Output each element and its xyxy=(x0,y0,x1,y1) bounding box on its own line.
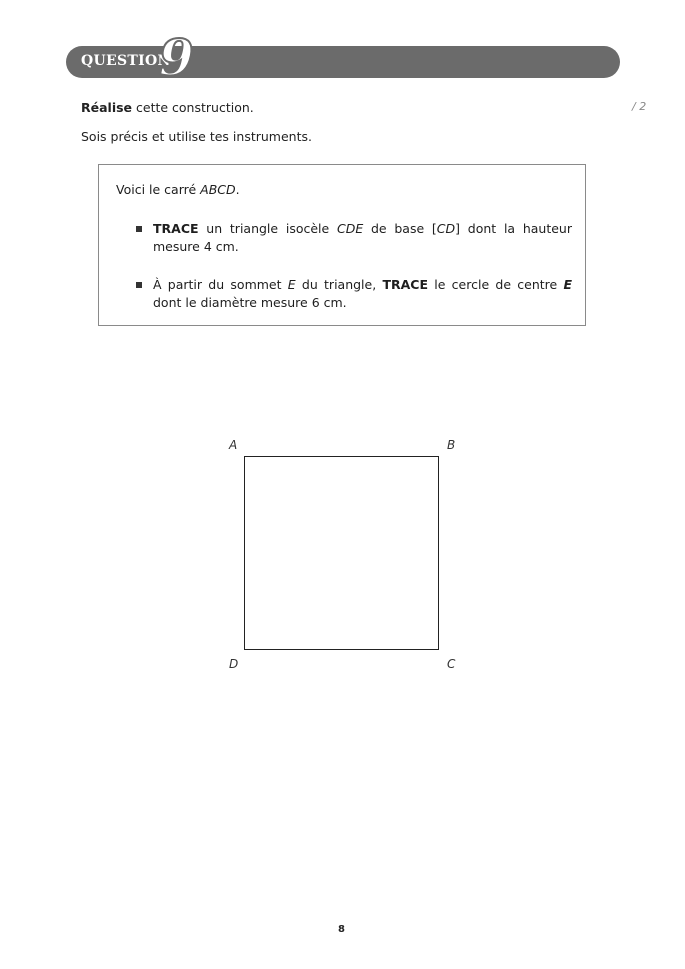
vertex-label-d: D xyxy=(229,657,239,671)
item2-part-3: le cercle de centre xyxy=(428,277,564,292)
task-intro-text: Voici le carré xyxy=(116,182,201,197)
task-item-2-text xyxy=(153,276,572,312)
score-indicator: / 2 xyxy=(632,100,647,113)
item1-part-3: ] dont la hauteur mesure 4 cm. xyxy=(153,221,572,254)
question-label: QUESTION xyxy=(81,53,171,69)
square-abcd xyxy=(244,456,439,650)
vertex-label-b: B xyxy=(447,438,456,452)
base-name: CD xyxy=(436,221,456,236)
trace-verb: TRACE xyxy=(382,277,428,292)
vertex-label-a: A xyxy=(229,438,238,452)
instruction-rest: cette construction. xyxy=(132,100,254,115)
item1-part-1: un triangle isocèle xyxy=(198,221,337,236)
item2-part-1: À partir du sommet xyxy=(153,277,288,292)
instruction-line-1 xyxy=(81,100,254,115)
task-box xyxy=(98,164,586,326)
task-item-2 xyxy=(136,276,572,312)
task-intro xyxy=(116,182,240,197)
item2-part-2: du triangle, xyxy=(295,277,383,292)
trace-verb: TRACE xyxy=(153,221,199,236)
task-intro-end: . xyxy=(235,182,240,197)
bullet-square-icon xyxy=(136,282,142,288)
item1-part-2: de base [ xyxy=(363,221,437,236)
vertex-label-c: C xyxy=(447,657,456,671)
vertex-name: E xyxy=(287,277,296,292)
bullet-square-icon xyxy=(136,226,142,232)
instruction-verb: Réalise xyxy=(81,100,133,115)
instruction-line-2: Sois précis et utilise tes instruments. xyxy=(81,129,312,144)
square-name: ABCD xyxy=(200,182,236,197)
task-item-1-text xyxy=(153,220,572,256)
question-number: 9 xyxy=(159,28,194,87)
task-item-1 xyxy=(136,220,572,256)
center-name: E xyxy=(563,277,572,292)
triangle-name: CDE xyxy=(336,221,364,236)
page-number: 8 xyxy=(338,924,345,935)
item2-part-4: dont le diamètre mesure 6 cm. xyxy=(153,295,347,310)
